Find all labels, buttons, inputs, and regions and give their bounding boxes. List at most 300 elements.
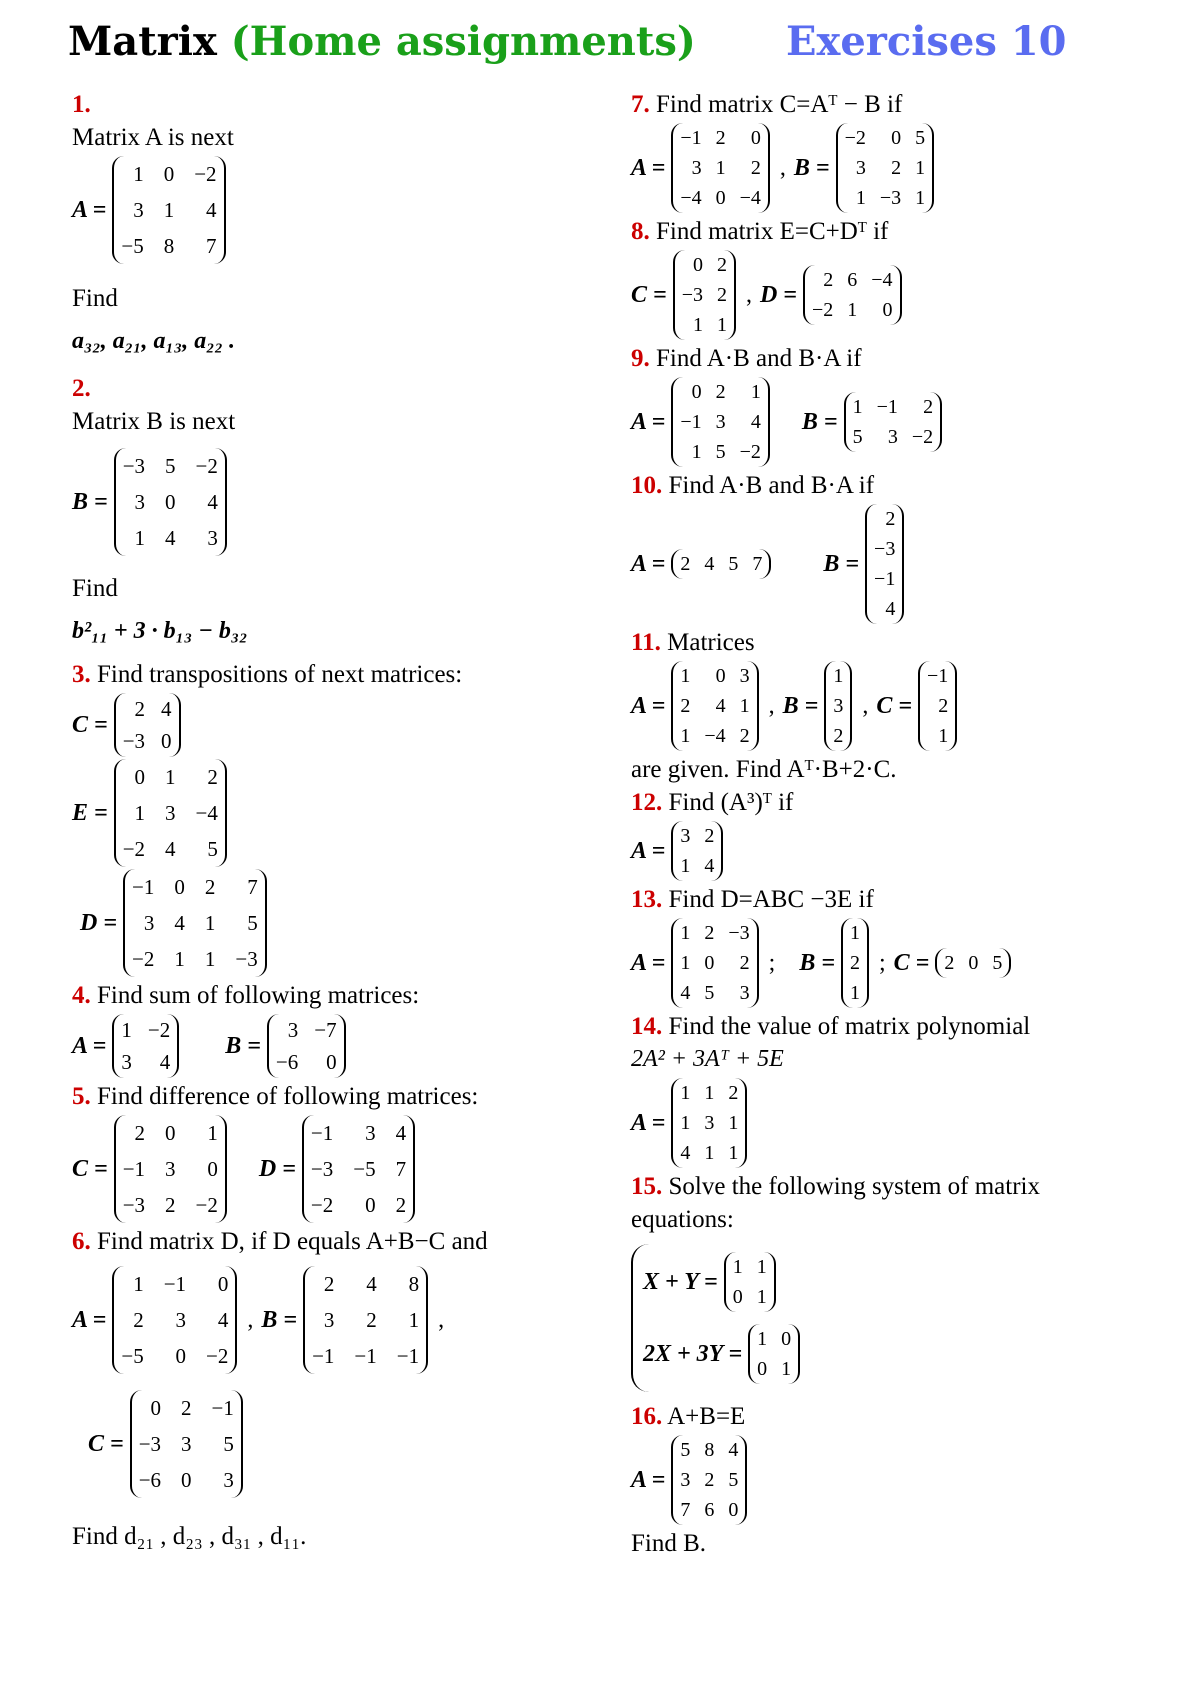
matrix-cell: 4 bbox=[395, 1121, 407, 1145]
matrix-cell: −2 bbox=[739, 441, 761, 463]
matrix-cell: −3 bbox=[235, 947, 258, 971]
matrix-cell: 5 bbox=[728, 553, 739, 575]
matrix-cell: 0 bbox=[968, 952, 979, 974]
matrix-cell: 4 bbox=[217, 1308, 229, 1332]
matrix-cell: 0 bbox=[165, 1121, 176, 1145]
matrix-cell: 0 bbox=[704, 952, 715, 974]
matrix-cell: −3 bbox=[310, 1157, 334, 1181]
ex13-line bbox=[631, 918, 1176, 1008]
ex15-eq2 bbox=[643, 1324, 1176, 1384]
matrix-cell: −1 bbox=[874, 568, 896, 590]
matrix-cell: 4 bbox=[366, 1272, 377, 1296]
ex6-number: 6. bbox=[72, 1228, 91, 1255]
ex15-text: Solve the following system of matrix bbox=[668, 1173, 1040, 1200]
label-a: A = bbox=[72, 196, 107, 223]
ex11-line bbox=[631, 661, 1176, 751]
matrix-cell: −2 bbox=[194, 162, 217, 186]
matrix-cell: −3 bbox=[122, 1193, 146, 1217]
label-b: B = bbox=[225, 1032, 261, 1059]
matrix-cell: 4 bbox=[704, 553, 715, 575]
matrix-cell: −6 bbox=[275, 1050, 299, 1074]
matrix-cell: 0 bbox=[728, 1499, 739, 1521]
matrix-cell: 5 bbox=[728, 1469, 739, 1491]
matrix-cell: 3 bbox=[223, 1468, 234, 1492]
matrix bbox=[114, 759, 227, 867]
matrix-cell: 1 bbox=[408, 1308, 420, 1332]
ex14-text: Find the value of matrix polynomial bbox=[668, 1013, 1031, 1040]
matrix-cell: 5 bbox=[223, 1432, 234, 1456]
label-a: A = bbox=[631, 550, 666, 577]
label-a: A = bbox=[631, 408, 666, 435]
matrix-cell: 7 bbox=[680, 1499, 691, 1521]
matrix-cell: 5 bbox=[247, 911, 258, 935]
matrix-cell: 1 bbox=[163, 198, 175, 222]
matrix-cell: 1 bbox=[704, 1142, 715, 1164]
matrix-cell: 3 bbox=[207, 526, 218, 550]
matrix-cell: 8 bbox=[704, 1439, 715, 1461]
matrix-cell: −3 bbox=[879, 187, 902, 209]
label-d: D = bbox=[258, 1155, 296, 1182]
comma: , bbox=[779, 154, 786, 181]
matrix-cell: 0 bbox=[732, 1286, 743, 1308]
ex1-find: Find bbox=[72, 285, 118, 312]
matrix-cell: 0 bbox=[326, 1050, 337, 1074]
ex3-d-line bbox=[80, 869, 632, 977]
matrix-cell: 5 bbox=[715, 441, 726, 463]
matrix-cell: 5 bbox=[165, 454, 176, 478]
matrix-cell: −6 bbox=[138, 1468, 162, 1492]
matrix-cell: 4 bbox=[715, 695, 726, 717]
matrix-cell: 0 bbox=[217, 1272, 229, 1296]
matrix-cell: 1 bbox=[134, 801, 146, 825]
matrix-cell: 2 bbox=[823, 269, 834, 291]
matrix bbox=[671, 821, 723, 881]
ex2-text: Matrix B is next bbox=[72, 408, 236, 435]
matrix bbox=[724, 1252, 776, 1312]
matrix-cell: 0 bbox=[891, 127, 902, 149]
ex9-text: Find A·B and B·A if bbox=[656, 345, 862, 372]
matrix-cell: 0 bbox=[134, 765, 146, 789]
matrix-cell: 0 bbox=[882, 299, 893, 321]
matrix-cell: 2 bbox=[728, 1082, 739, 1104]
ex14-line bbox=[631, 1078, 1176, 1168]
matrix-cell: 4 bbox=[680, 1142, 691, 1164]
matrix-cell: 2 bbox=[715, 381, 726, 403]
matrix-cell: 1 bbox=[174, 947, 185, 971]
matrix bbox=[112, 1266, 237, 1374]
matrix-cell: 2 bbox=[165, 1193, 176, 1217]
exercise-number: Exercises 10 bbox=[786, 18, 1067, 65]
matrix-cell: 3 bbox=[365, 1121, 376, 1145]
label-a: A = bbox=[631, 949, 666, 976]
matrix-cell: 0 bbox=[207, 1157, 218, 1181]
ex2-find: Find bbox=[72, 575, 118, 602]
matrix-cell: 3 bbox=[323, 1308, 335, 1332]
matrix-cell: 2 bbox=[704, 1469, 715, 1491]
matrix-cell: −1 bbox=[680, 411, 702, 433]
label-a: A = bbox=[72, 1032, 107, 1059]
matrix bbox=[267, 1014, 346, 1078]
matrix-cell: 0 bbox=[150, 1396, 162, 1420]
matrix-cell: 1 bbox=[728, 1112, 739, 1134]
label-c: C = bbox=[893, 949, 930, 976]
label-c: C = bbox=[631, 281, 667, 308]
matrix-cell: 1 bbox=[133, 162, 144, 186]
matrix-cell: 3 bbox=[855, 157, 866, 179]
title-sub: (Home assignments) bbox=[230, 18, 696, 65]
ex3-e-line bbox=[72, 759, 632, 867]
matrix bbox=[918, 661, 957, 751]
matrix-cell: 2 bbox=[133, 1308, 144, 1332]
matrix-cell: −2 bbox=[206, 1344, 229, 1368]
comma: , bbox=[745, 281, 752, 308]
ex10-number: 10. bbox=[631, 472, 663, 499]
matrix-cell: −1 bbox=[354, 1344, 377, 1368]
matrix-cell: 2 bbox=[891, 157, 902, 179]
matrix-cell: 3 bbox=[704, 1112, 715, 1134]
ex14-expr: 2A² + 3Aᵀ + 5E bbox=[631, 1046, 784, 1072]
matrix-cell: 0 bbox=[181, 1468, 192, 1492]
matrix-cell: 1 bbox=[756, 1256, 767, 1278]
matrix-cell: 1 bbox=[680, 1112, 691, 1134]
matrix-cell: 1 bbox=[133, 1272, 144, 1296]
matrix-cell: 0 bbox=[692, 254, 703, 276]
matrix-cell: 1 bbox=[121, 1018, 132, 1042]
ex16-text: A+B=E bbox=[667, 1403, 746, 1430]
matrix-cell: 1 bbox=[757, 1328, 768, 1350]
matrix-cell: 3 bbox=[165, 1157, 176, 1181]
ex9-number: 9. bbox=[631, 345, 650, 372]
label-b: B = bbox=[72, 488, 108, 515]
matrix-cell: 5 bbox=[915, 127, 926, 149]
matrix-cell: 1 bbox=[204, 947, 216, 971]
matrix-cell: 0 bbox=[175, 1344, 187, 1368]
matrix-cell: 1 bbox=[915, 187, 926, 209]
semicolon: ; bbox=[768, 949, 776, 976]
ex16-line bbox=[631, 1435, 1176, 1525]
matrix-cell: 1 bbox=[756, 1286, 767, 1308]
matrix-cell: 0 bbox=[163, 162, 175, 186]
equation-system bbox=[631, 1244, 1176, 1392]
matrix-cell: −1 bbox=[876, 396, 898, 418]
matrix-cell: −2 bbox=[195, 1193, 218, 1217]
ex9-line bbox=[631, 377, 1176, 467]
matrix bbox=[803, 265, 902, 325]
matrix-cell: −4 bbox=[680, 187, 702, 209]
matrix-cell: −3 bbox=[122, 729, 146, 753]
ex5-line bbox=[72, 1115, 632, 1223]
label-a: A = bbox=[72, 1306, 107, 1333]
matrix-cell: 1 bbox=[750, 381, 761, 403]
matrix-cell: −2 bbox=[122, 837, 146, 861]
ex4-line bbox=[72, 1014, 632, 1078]
label-a: A = bbox=[631, 1109, 666, 1136]
left-column bbox=[72, 88, 632, 1553]
ex10-line bbox=[631, 504, 1176, 624]
matrix-cell: 0 bbox=[365, 1193, 376, 1217]
matrix-cell: −1 bbox=[122, 1157, 146, 1181]
ex11-text: Matrices bbox=[667, 629, 755, 656]
matrix-cell: 3 bbox=[833, 695, 844, 717]
matrix-cell: 0 bbox=[715, 665, 726, 687]
matrix bbox=[114, 1115, 227, 1223]
label-b: B = bbox=[801, 408, 838, 435]
matrix-cell: 0 bbox=[715, 187, 726, 209]
matrix-cell: 2 bbox=[739, 725, 750, 747]
matrix-cell: 1 bbox=[680, 665, 691, 687]
matrix-cell: 1 bbox=[739, 695, 750, 717]
matrix-cell: 5 bbox=[704, 982, 715, 1004]
matrix-cell: 4 bbox=[159, 1050, 171, 1074]
matrix-cell: 1 bbox=[855, 187, 866, 209]
matrix bbox=[824, 661, 852, 751]
matrix-cell: 3 bbox=[887, 426, 898, 448]
page-title bbox=[68, 18, 696, 65]
matrix-cell: −2 bbox=[195, 454, 218, 478]
matrix-cell: 4 bbox=[728, 1439, 739, 1461]
ex11-after: are given. Find Aᵀ·B+2·C. bbox=[631, 756, 897, 783]
matrix-cell: 1 bbox=[781, 1358, 792, 1380]
matrix-cell: 3 bbox=[175, 1308, 187, 1332]
matrix bbox=[114, 693, 181, 757]
matrix-cell: 4 bbox=[885, 598, 896, 620]
ex4-number: 4. bbox=[72, 982, 91, 1009]
matrix-cell: 1 bbox=[691, 441, 702, 463]
matrix-cell: 4 bbox=[174, 911, 185, 935]
matrix-cell: 1 bbox=[938, 725, 949, 747]
matrix-cell: 2 bbox=[944, 952, 955, 974]
matrix-cell: −2 bbox=[911, 426, 934, 448]
matrix-cell: 2 bbox=[181, 1396, 192, 1420]
label-c: C = bbox=[72, 1155, 108, 1182]
matrix-cell: 2 bbox=[204, 875, 216, 899]
matrix bbox=[844, 392, 943, 452]
label-c: C = bbox=[876, 692, 913, 719]
ex7-text: Find matrix C=Aᵀ − B if bbox=[656, 91, 903, 118]
matrix-cell: 0 bbox=[174, 875, 185, 899]
matrix-cell: −7 bbox=[314, 1018, 337, 1042]
ex8-number: 8. bbox=[631, 218, 650, 245]
eq1-label: X + Y = bbox=[643, 1268, 718, 1295]
matrix-cell: −5 bbox=[353, 1157, 376, 1181]
matrix-cell: −3 bbox=[681, 284, 703, 306]
matrix-cell: −1 bbox=[680, 127, 702, 149]
matrix-cell: 2 bbox=[134, 1121, 146, 1145]
matrix-cell: 3 bbox=[165, 801, 176, 825]
matrix-cell: 2 bbox=[207, 765, 218, 789]
ex1-expr: a₃₂, a₂₁, a₁₃, a₂₂ . bbox=[72, 328, 235, 354]
matrix bbox=[112, 156, 225, 264]
matrix-cell: 5 bbox=[680, 1439, 691, 1461]
ex5-text: Find difference of following matrices: bbox=[97, 1083, 479, 1110]
matrix-cell: −1 bbox=[396, 1344, 420, 1368]
ex6-ab-line bbox=[72, 1266, 632, 1374]
matrix-cell: 7 bbox=[206, 234, 217, 258]
matrix bbox=[865, 504, 904, 624]
label-c: C = bbox=[88, 1430, 124, 1457]
matrix-cell: −1 bbox=[312, 1344, 335, 1368]
matrix-cell: 1 bbox=[680, 725, 691, 747]
label-a: A = bbox=[631, 692, 666, 719]
matrix-cell: −2 bbox=[132, 947, 155, 971]
matrix-cell: 3 bbox=[691, 157, 702, 179]
matrix-cell: 3 bbox=[715, 411, 726, 433]
matrix-cell: −4 bbox=[739, 187, 761, 209]
label-a: A = bbox=[631, 154, 666, 181]
ex16-find: Find B. bbox=[631, 1530, 707, 1557]
matrix-cell: 7 bbox=[247, 875, 258, 899]
matrix-cell: 2 bbox=[395, 1193, 407, 1217]
ex8-line bbox=[631, 250, 1176, 340]
matrix-cell: 8 bbox=[408, 1272, 420, 1296]
matrix-cell: 3 bbox=[680, 825, 691, 847]
ex3-number: 3. bbox=[72, 661, 91, 688]
matrix bbox=[671, 918, 758, 1008]
matrix bbox=[123, 869, 267, 977]
matrix-cell: 3 bbox=[133, 198, 144, 222]
matrix-cell: 2 bbox=[938, 695, 949, 717]
matrix-cell: 1 bbox=[850, 922, 860, 944]
ex12-text: Find (A³)ᵀ if bbox=[668, 789, 794, 816]
matrix-cell: 4 bbox=[165, 837, 176, 861]
matrix-cell: 5 bbox=[852, 426, 863, 448]
matrix-cell: 2 bbox=[680, 553, 691, 575]
matrix-cell: −3 bbox=[728, 922, 750, 944]
matrix-cell: 1 bbox=[732, 1256, 743, 1278]
matrix-cell: 4 bbox=[206, 198, 217, 222]
matrix-cell: 1 bbox=[847, 299, 858, 321]
matrix-cell: 0 bbox=[750, 127, 761, 149]
matrix-cell: 4 bbox=[704, 855, 715, 877]
matrix-cell: −2 bbox=[811, 299, 834, 321]
label-d: D = bbox=[80, 909, 118, 936]
matrix bbox=[130, 1390, 243, 1498]
ex14-number: 14. bbox=[631, 1013, 663, 1040]
matrix-cell: 2 bbox=[923, 396, 934, 418]
matrix-cell: 2 bbox=[716, 284, 727, 306]
ex2-expr: b²₁₁ + 3 · b₁₃ − b₃₂ bbox=[72, 618, 248, 644]
ex7-number: 7. bbox=[631, 91, 650, 118]
matrix-cell: 4 bbox=[207, 490, 218, 514]
matrix-cell: 1 bbox=[207, 1121, 218, 1145]
ex5-number: 5. bbox=[72, 1083, 91, 1110]
matrix-cell: 1 bbox=[728, 1142, 739, 1164]
ex2-matrix-line bbox=[72, 448, 632, 556]
matrix-cell: 8 bbox=[163, 234, 175, 258]
semicolon: ; bbox=[879, 949, 886, 976]
matrix-cell: 2 bbox=[885, 508, 896, 530]
ex15-eq1 bbox=[643, 1252, 1176, 1312]
ex16-number: 16. bbox=[631, 1403, 663, 1430]
matrix-cell: 1 bbox=[680, 1082, 691, 1104]
ex15-number: 15. bbox=[631, 1173, 663, 1200]
matrix-cell: 1 bbox=[852, 396, 863, 418]
matrix-cell: 2 bbox=[850, 952, 860, 974]
matrix bbox=[114, 448, 227, 556]
matrix-cell: −4 bbox=[871, 269, 893, 291]
matrix-cell: −4 bbox=[704, 725, 726, 747]
matrix-cell: 2 bbox=[833, 725, 844, 747]
matrix bbox=[302, 1115, 415, 1223]
matrix-cell: −2 bbox=[147, 1018, 171, 1042]
matrix-cell: 2 bbox=[680, 695, 691, 717]
right-column bbox=[631, 88, 1176, 1560]
ex6-text: Find matrix D, if D equals A+B−C and bbox=[97, 1228, 488, 1255]
comma: , bbox=[768, 692, 775, 719]
matrix bbox=[836, 123, 935, 213]
matrix-cell: 1 bbox=[850, 982, 860, 1004]
label-d: D = bbox=[759, 281, 797, 308]
ex6-find: Find d₂₁ , d₂₃ , d₃₁ , d₁₁. bbox=[72, 1523, 307, 1550]
matrix-cell: 6 bbox=[704, 1499, 715, 1521]
matrix-cell: 1 bbox=[680, 952, 691, 974]
label-b: B = bbox=[823, 550, 860, 577]
matrix-cell: 4 bbox=[165, 526, 176, 550]
ex1-text: Matrix A is next bbox=[72, 124, 234, 151]
matrix-cell: 4 bbox=[161, 697, 172, 721]
ex6-c-line bbox=[88, 1390, 632, 1498]
matrix-cell: 2 bbox=[134, 697, 146, 721]
matrix-cell: 1 bbox=[134, 526, 146, 550]
ex2-number: 2. bbox=[72, 375, 91, 402]
ex10-text: Find A·B and B·A if bbox=[668, 472, 875, 499]
matrix bbox=[671, 1435, 747, 1525]
ex3-c-line bbox=[72, 693, 632, 757]
matrix-cell: −5 bbox=[121, 234, 144, 258]
eq2-label: 2X + 3Y = bbox=[643, 1340, 743, 1367]
ex13-text: Find D=ABC −3E if bbox=[668, 886, 874, 913]
matrix-cell: 3 bbox=[121, 1050, 132, 1074]
ex1-number: 1. bbox=[72, 91, 91, 118]
matrix-cell: −4 bbox=[195, 801, 218, 825]
matrix bbox=[841, 918, 869, 1008]
matrix-cell: 1 bbox=[204, 911, 216, 935]
matrix-cell: 1 bbox=[692, 314, 703, 336]
ex11-number: 11. bbox=[631, 629, 661, 656]
label-a: A = bbox=[631, 837, 666, 864]
matrix bbox=[671, 1078, 747, 1168]
matrix-cell: −3 bbox=[122, 454, 146, 478]
matrix-cell: −1 bbox=[132, 875, 155, 899]
matrix-cell: 0 bbox=[161, 729, 172, 753]
matrix-cell: −2 bbox=[310, 1193, 334, 1217]
matrix bbox=[671, 123, 770, 213]
matrix-cell: −2 bbox=[844, 127, 866, 149]
matrix-cell: 7 bbox=[395, 1157, 407, 1181]
matrix-cell: 1 bbox=[704, 1082, 715, 1104]
matrix-cell: −5 bbox=[121, 1344, 144, 1368]
matrix-cell: 4 bbox=[680, 982, 691, 1004]
label-b: B = bbox=[782, 692, 819, 719]
matrix bbox=[748, 1324, 800, 1384]
ex4-text: Find sum of following matrices: bbox=[97, 982, 420, 1009]
matrix-cell: −1 bbox=[163, 1272, 187, 1296]
matrix-cell: 1 bbox=[716, 314, 727, 336]
matrix-cell: 2 bbox=[739, 952, 750, 974]
matrix-cell: 2 bbox=[704, 825, 715, 847]
matrix-cell: 7 bbox=[752, 553, 763, 575]
comma: , bbox=[862, 692, 869, 719]
matrix-cell: 5 bbox=[207, 837, 218, 861]
matrix-cell: −3 bbox=[874, 538, 896, 560]
ex7-line bbox=[631, 123, 1176, 213]
ex1-matrix-line bbox=[72, 156, 632, 264]
comma: , bbox=[247, 1306, 254, 1333]
matrix-cell: 3 bbox=[680, 1469, 691, 1491]
matrix bbox=[303, 1266, 428, 1374]
matrix-cell: 6 bbox=[847, 269, 858, 291]
matrix-cell: 1 bbox=[915, 157, 926, 179]
